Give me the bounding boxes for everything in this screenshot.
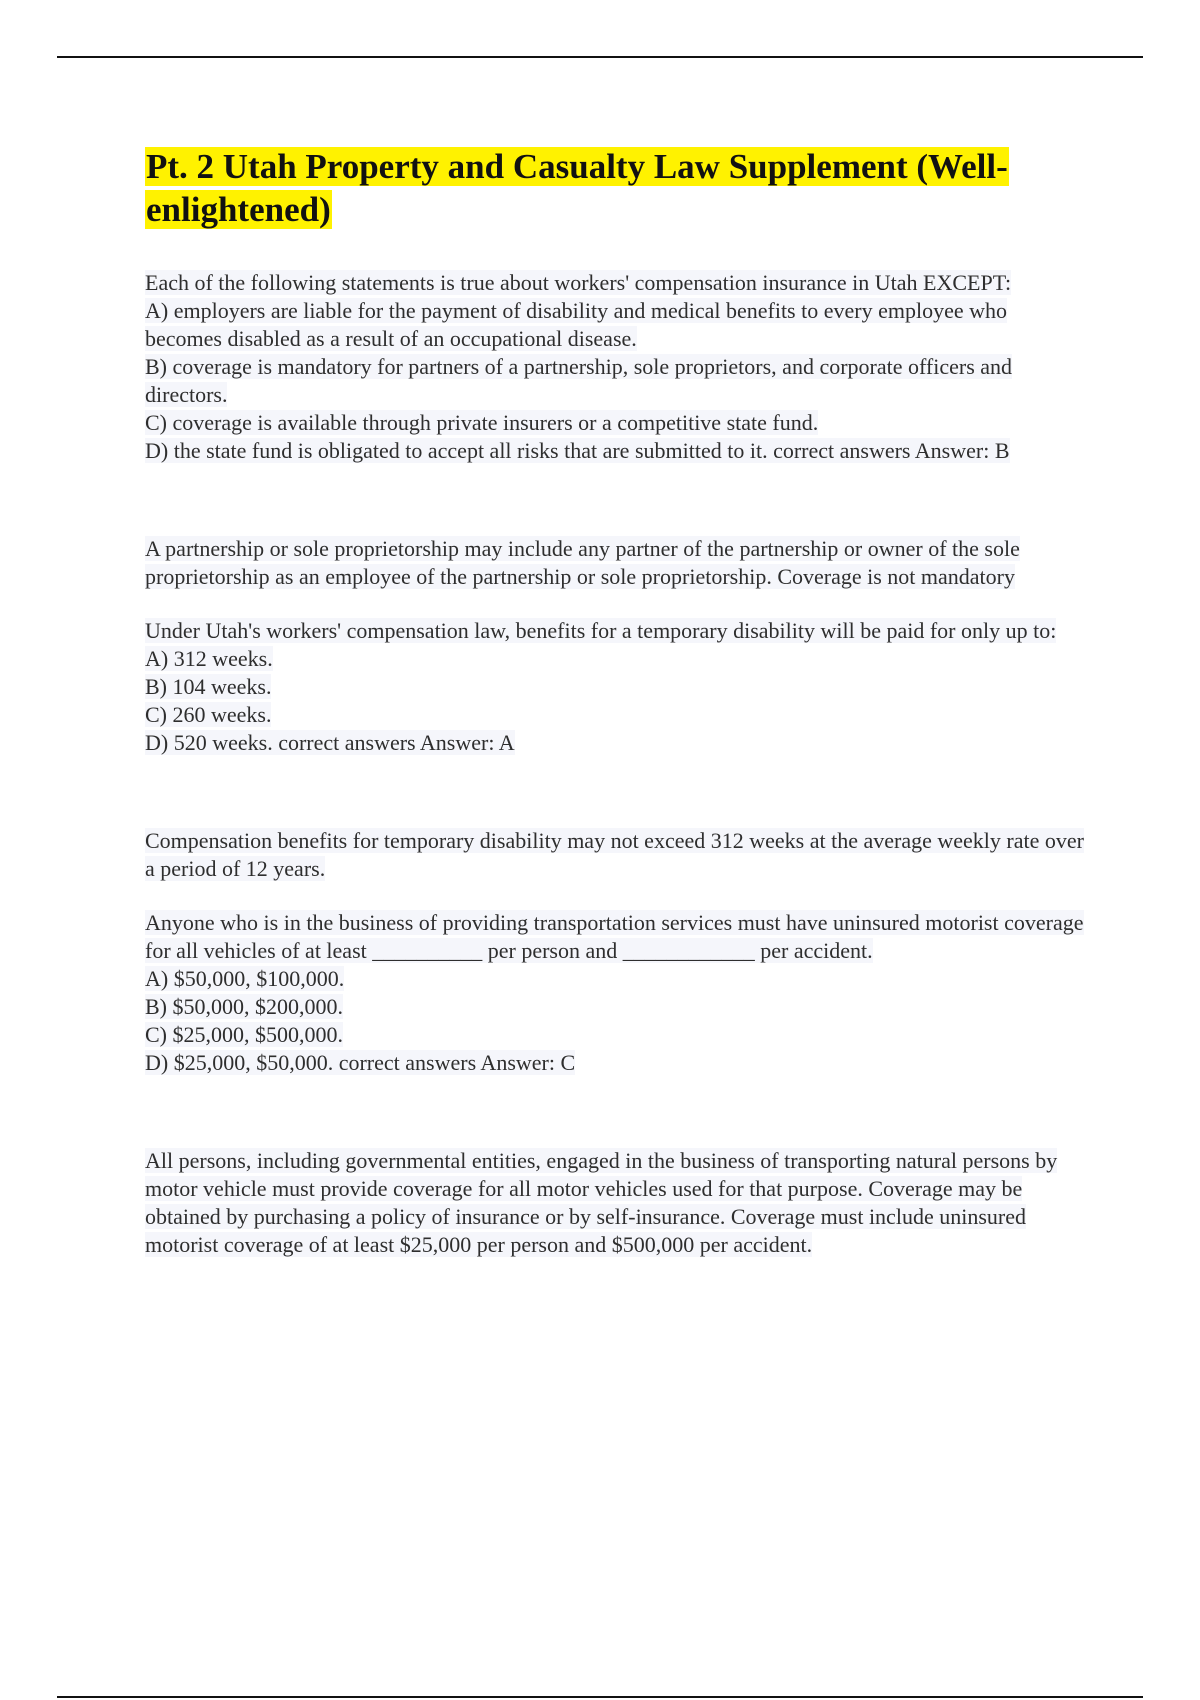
page-title xyxy=(145,145,1085,231)
question-3: Anyone who is in the business of providing transportation services must have uninsured motorist coverage for all vehicles of at least __________ per person and ____________ per accident. xyxy=(145,910,1084,963)
explanation-1: A partnership or sole proprietorship may include any partner of the partnership or owner of the sole proprietorship as an employee of the partnership or sole proprietorship. Coverage is not mandatory xyxy=(145,536,1020,589)
option-2d: D) 520 weeks. correct answers Answer: A xyxy=(145,730,515,755)
option-1a: A) employers are liable for the payment of disability and medical benefits to every employee who becomes disabled as a result of an occupational disease. xyxy=(145,298,1007,351)
title-highlight: Pt. 2 Utah Property and Casualty Law Supplement (Well-enlightened) xyxy=(146,147,1008,229)
qa-section-2 xyxy=(145,617,1085,883)
document-body xyxy=(145,145,1085,1259)
option-3d: D) $25,000, $50,000. correct answers Answer: C xyxy=(145,1050,576,1075)
question-2: Under Utah's workers' compensation law, benefits for a temporary disability will be paid for only up to: xyxy=(145,618,1057,643)
option-3c: C) $25,000, $500,000. xyxy=(145,1022,343,1047)
question-1: Each of the following statements is true about workers' compensation insurance in Utah EXCEPT: xyxy=(145,270,1012,295)
qa-section-3 xyxy=(145,909,1085,1259)
option-1c: C) coverage is available through private insurers or a competitive state fund. xyxy=(145,410,819,435)
bottom-rule xyxy=(57,1696,1143,1698)
qa-section-1 xyxy=(145,269,1085,591)
top-rule xyxy=(57,56,1143,58)
option-2c: C) 260 weeks. xyxy=(145,702,272,727)
option-2b: B) 104 weeks. xyxy=(145,674,272,699)
explanation-3: All persons, including governmental entities, engaged in the business of transporting natural persons by motor vehicle must provide coverage for all motor vehicles used for that purpose. Coverage may be obtained by purchasing a policy of insurance or by self-insurance. Coverage must include uninsured motorist coverage of at least $25,000 per person and $500,000 per accident. xyxy=(145,1148,1058,1257)
option-3b: B) $50,000, $200,000. xyxy=(145,994,343,1019)
options-3 xyxy=(145,965,1085,1077)
option-1b: B) coverage is mandatory for partners of a partnership, sole proprietors, and corporate officers and directors. xyxy=(145,354,1013,407)
options-1 xyxy=(145,297,1085,465)
options-2 xyxy=(145,645,1085,757)
option-1d: D) the state fund is obligated to accept all risks that are submitted to it. correct answers Answer: B xyxy=(145,438,1010,463)
option-2a: A) 312 weeks. xyxy=(145,646,273,671)
explanation-2: Compensation benefits for temporary disability may not exceed 312 weeks at the average weekly rate over a period of 12 years. xyxy=(145,828,1084,881)
option-3a: A) $50,000, $100,000. xyxy=(145,966,345,991)
